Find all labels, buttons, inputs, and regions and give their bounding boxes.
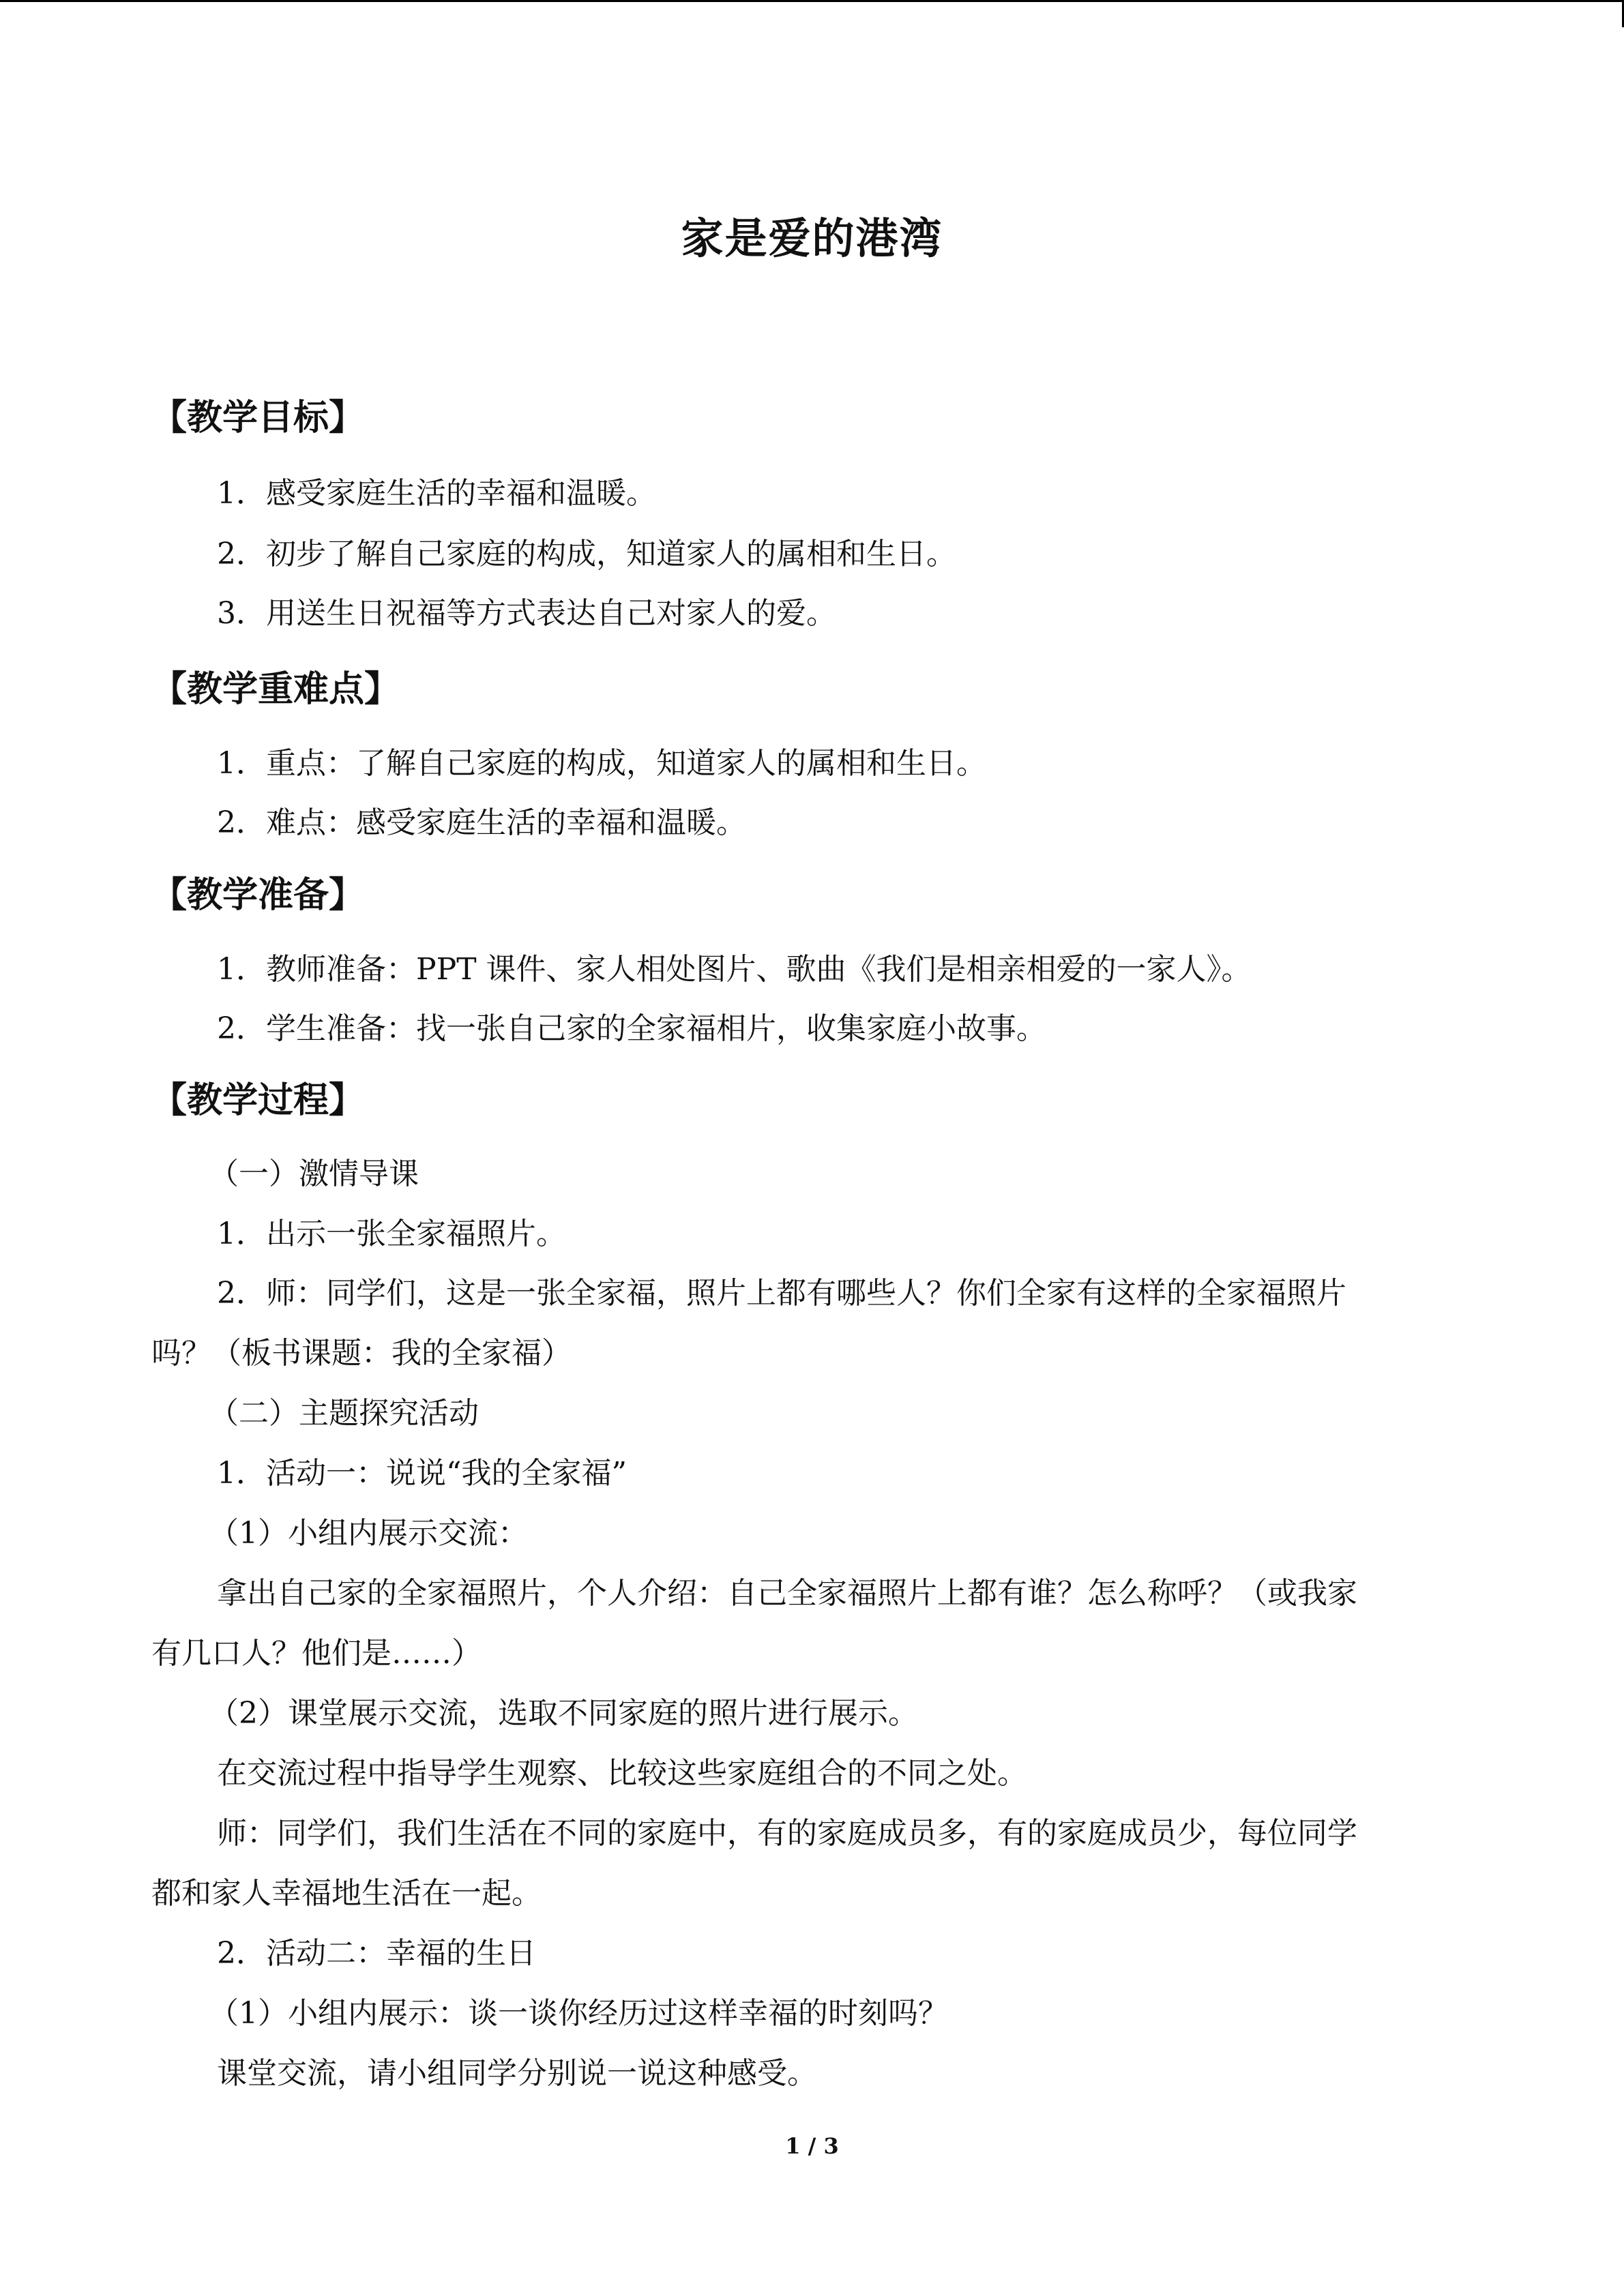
- process-subheading-1: （一）激情导课: [209, 1157, 419, 1191]
- process-subheading-2: （二）主题探究活动: [209, 1396, 479, 1431]
- process-line: 课堂交流，请小组同学分别说一说这种感受。: [217, 2056, 817, 2091]
- process-line: 有几口人？他们是……）: [151, 1636, 482, 1671]
- heading-teaching-goals: 【教学目标】: [151, 398, 365, 438]
- document-title: 家是爱的港湾: [681, 213, 943, 263]
- process-line: （2）课堂展示交流，选取不同家庭的照片进行展示。: [209, 1696, 918, 1731]
- process-line: 1．活动一：说说“我的全家福”: [217, 1456, 627, 1491]
- process-line: 2．活动二：幸福的生日: [217, 1936, 536, 1971]
- heading-process: 【教学过程】: [151, 1080, 365, 1121]
- heading-preparation: 【教学准备】: [151, 875, 365, 916]
- goal-item-1: 1．感受家庭生活的幸福和温暖。: [217, 476, 656, 511]
- process-line: 都和家人幸福地生活在一起。: [151, 1876, 542, 1911]
- goal-item-2: 2．初步了解自己家庭的构成，知道家人的属相和生日。: [217, 537, 956, 571]
- prep-item-1: 1．教师准备：PPT 课件、家人相处图片、歌曲《我们是相亲相爱的一家人》。: [217, 952, 1252, 987]
- top-border-line: [0, 0, 1624, 2]
- process-line: 2．师：同学们，这是一张全家福，照片上都有哪些人？你们全家有这样的全家福照片: [217, 1276, 1346, 1311]
- process-line: 在交流过程中指导学生观察、比较这些家庭组合的不同之处。: [217, 1756, 1027, 1791]
- key-point-item-1: 1．重点：了解自己家庭的构成，知道家人的属相和生日。: [217, 746, 986, 781]
- process-line: 吗？（板书课题：我的全家福）: [151, 1336, 572, 1371]
- prep-item-2: 2．学生准备：找一张自己家的全家福相片，收集家庭小故事。: [217, 1011, 1046, 1046]
- page-number: 1 / 3: [785, 2133, 839, 2159]
- process-line: （1）小组内展示交流：: [209, 1516, 528, 1551]
- process-line: （1）小组内展示：谈一谈你经历过这样幸福的时刻吗？: [209, 1996, 948, 2031]
- process-line: 1．出示一张全家福照片。: [217, 1217, 566, 1251]
- goal-item-3: 3．用送生日祝福等方式表达自己对家人的爱。: [217, 596, 836, 631]
- process-line: 拿出自己家的全家福照片，个人介绍：自己全家福照片上都有谁？怎么称呼？（或我家: [217, 1576, 1357, 1611]
- heading-key-points: 【教学重难点】: [151, 669, 400, 710]
- key-point-item-2: 2．难点：感受家庭生活的幸福和温暖。: [217, 805, 746, 840]
- process-line: 师：同学们，我们生活在不同的家庭中，有的家庭成员多，有的家庭成员少，每位同学: [217, 1816, 1357, 1851]
